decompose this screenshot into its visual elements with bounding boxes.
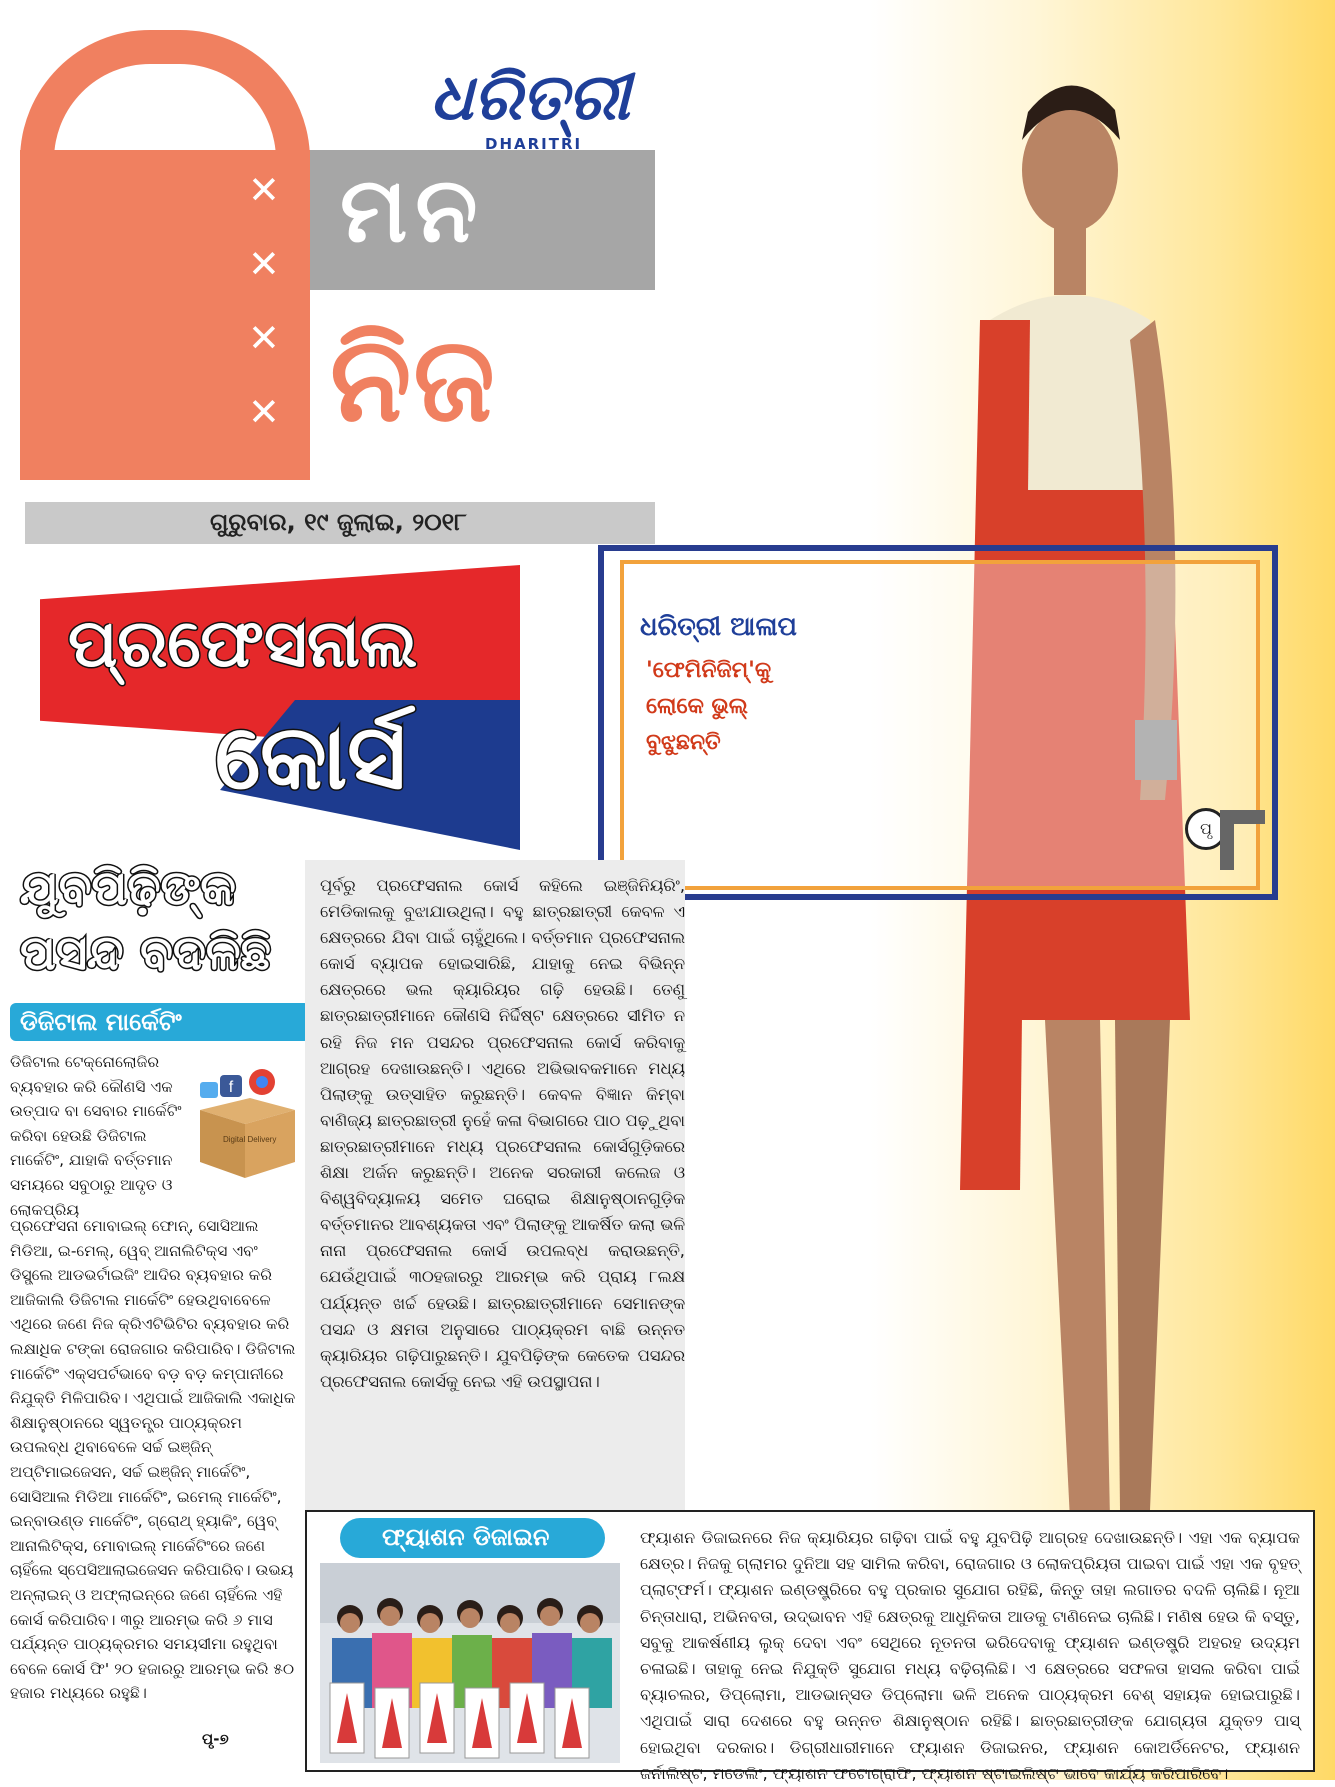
digital-delivery-box-icon: [190, 1060, 305, 1180]
cross-mark-icon: ✕: [248, 168, 280, 212]
cross-mark-icon: ✕: [248, 242, 280, 286]
headline-line-2: କୋର୍ସ: [215, 705, 406, 810]
newspaper-logo: ଧରିତ୍ରୀ: [430, 60, 630, 135]
subheadline-line-2: ପସନ୍ଦ ବଦଳିଛି: [20, 925, 271, 981]
fashion-design-label: ଫ୍ୟାଶନ ଡିଜାଇନ: [382, 1523, 550, 1551]
cross-mark-icon: ✕: [248, 390, 280, 434]
fashion-students-photo: [320, 1563, 620, 1763]
alap-line-2: ଲୋକେ ଭୁଲ୍: [646, 694, 748, 719]
newspaper-logo-english: DHARITRI: [485, 135, 583, 153]
masthead-glyph-block: [130, 150, 310, 480]
issue-date: ଗୁରୁବାର, ୧୯ ଜୁଲାଇ, ୨୦୧୮: [210, 508, 467, 536]
svg-text:f: f: [228, 1079, 234, 1096]
center-article-text: ପୂର୍ବରୁ ପ୍ରଫେସନାଲ କୋର୍ସ କହିଲେ ଇଞ୍ଜିନିୟରିଂ, ମେଡିକାଲକୁ ବୁଝାଯାଉଥିଲା। ବହୁ ଛାତ୍ରଛାତ୍ରୀ କେବଳ ଏ କ୍ଷେତ୍ରରେ ଯିବା ପାଇଁ ଚାହୁଁଥିଲେ। ବର୍ତ୍ତମାନ ପ୍ରଫେସନାଲ କୋର୍ସ ବ୍ୟାପକ ହୋଇସାରିଛି, ଯାହାକୁ ନେଇ ବିଭିନ୍ନ କ୍ଷେତ୍ରରେ ଭଲ କ୍ୟାରିୟର ଗଢ଼ି ହେଉଛି। ତେଣୁ ଛାତ୍ରଛାତ୍ରୀମାନେ କୌଣସି ନିର୍ଦ୍ଦିଷ୍ଟ କ୍ଷେତ୍ରରେ ସୀମିତ ନ ରହି ନିଜ ମନ ପସନ୍ଦର ପ୍ରଫେସନାଲ କୋର୍ସ କରିବାକୁ ଆଗ୍ରହ ଦେଖାଉଛନ୍ତି। ଏଥିରେ ଅଭିଭାବକମାନେ ମଧ୍ୟ ପିଲାଙ୍କୁ ଉତ୍ସାହିତ କରୁଛନ୍ତି। କେବଳ ବିଜ୍ଞାନ କିମ୍ବା ବାଣିଜ୍ୟ ଛାତ୍ରଛାତ୍ରୀ ନୁହେଁ କଳା ବିଭାଗରେ ପାଠ ପଢ଼ୁଥିବା ଛାତ୍ରଛାତ୍ରୀମାନେ ମଧ୍ୟ ପ୍ରଫେସନାଲ କୋର୍ସଗୁଡ଼ିକରେ ଶିକ୍ଷା ଅର୍ଜନ କରୁଛନ୍ତି। ଅନେକ ସରକାରୀ କଲେଜ ଓ ବିଶ୍ୱବିଦ୍ୟାଳୟ ସମେତ ଘରୋଇ ଶିକ୍ଷାନୁଷ୍ଠାନଗୁଡ଼ିକ ବର୍ତ୍ତମାନର ଆବଶ୍ୟକତା ଏବଂ ପିଲାଙ୍କୁ ଆକର୍ଷିତ କଲା ଭଳି ନାନା ପ୍ରଫେସନାଲ କୋର୍ସ ଉପଲବ୍ଧ କରାଉଛନ୍ତି, ଯେଉଁଥିପାଇଁ ୩୦ହଜାରରୁ ଆରମ୍ଭ କରି ପ୍ରାୟ ୮ଲକ୍ଷ ପର୍ଯ୍ୟନ୍ତ ଖର୍ଚ୍ଚ ହେଉଛି। ଛାତ୍ରଛାତ୍ରୀମାନେ ସେମାନଙ୍କ ପସନ୍ଦ ଓ କ୍ଷମତା ଅନୁସାରେ ପାଠ୍ୟକ୍ରମ ବାଛି ଉନ୍ନତ କ୍ୟାରିୟର ଗଢ଼ିପାରୁଛନ୍ତି। ଯୁବପିଢ଼ିଙ୍କ କେତେକ ପସନ୍ଦର ପ୍ରଫେସନାଲ କୋର୍ସକୁ ନେଇ ଏହି ଉପସ୍ଥାପନା।: [320, 876, 685, 1391]
section-title-top: ମନ: [340, 158, 486, 263]
alap-line-3: ବୁଝୁଛନ୍ତି: [646, 730, 721, 755]
section-title-bottom: ନିଜ: [330, 310, 497, 448]
digital-marketing-label: ଡିଜିଟାଲ ମାର୍କେଟିଂ: [20, 1008, 182, 1036]
subheadline-line-1: ଯୁବପିଢ଼ିଙ୍କ: [20, 860, 236, 916]
headline-line-1: ପ୍ରଫେସନାଲ: [68, 605, 418, 682]
alap-page-ref: ପୃ: [1185, 808, 1227, 850]
page-number-deco: [1220, 810, 1265, 870]
continued-page-ref: ପୃ-୭: [202, 1730, 229, 1748]
fashion-design-text: ଫ୍ୟାଶନ ଡିଜାଇନରେ ନିଜ କ୍ୟାରିୟର ଗଢ଼ିବା ପାଇଁ ବହୁ ଯୁବପିଢ଼ି ଆଗ୍ରହ ଦେଖାଉଛନ୍ତି। ଏହା ଏକ ବ୍ୟାପକ କ୍ଷେତ୍ର। ନିଜକୁ ଗ୍ଲାମର ଦୁନିଆ ସହ ସାମିଲ କରିବା, ରୋଜଗାର ଓ ଲୋକପ୍ରିୟତା ପାଇବା ପାଇଁ ଏହା ଏକ ବୃହତ୍ ପ୍ଲାଟ୍‌ଫର୍ମ। ଫ୍ୟାଶନ ଇଣ୍ଡଷ୍ଟ୍ରିରେ ବହୁ ପ୍ରକାର ସୁଯୋଗ ରହିଛି, କିନ୍ତୁ ତାହା ଲଗାତର ବଦଳି ଚାଲିଛି। ନୂଆ ଚିନ୍ତାଧାରା, ଅଭିନବତା, ଉଦ୍ଭାବନ ଏହି କ୍ଷେତ୍ରକୁ ଆଧୁନିକତା ଆଡକୁ ଟାଣିନେଇ ଚାଲିଛି। ମଣିଷ ହେଉ କି ବସ୍ତୁ, ସବୁକୁ ଆକର୍ଷଣୀୟ ଲୁକ୍ ଦେବା ଏବଂ ସେଥିରେ ନୂତନତା ଭରିଦେବାକୁ ଫ୍ୟାଶନ ଇଣ୍ଡଷ୍ଟ୍ରି ଅହରହ ଉଦ୍ୟମ ଚଳାଇଛି। ତାହାକୁ ନେଇ ନିଯୁକ୍ତି ସୁଯୋଗ ମଧ୍ୟ ବଢ଼ିଚାଲିଛି। ଏ କ୍ଷେତ୍ରରେ ସଫଳତା ହାସଲ କରିବା ପାଇଁ ବ୍ୟାଚଲର, ଡିପ୍ଲୋମା, ଆଡଭାନ୍ସଡ ଡିପ୍ଲୋମା ଭଳି ଅନେକ ପାଠ୍ୟକ୍ରମ ବେଶ୍ ସହାୟକ ହୋଇପାରୁଛି। ଏଥିପାଇଁ ସାରା ଦେଶରେ ବହୁ ଉନ୍ନତ ଶିକ୍ଷାନୁଷ୍ଠାନ ରହିଛି। ଛାତ୍ରଛାତ୍ରୀଙ୍କ ଯୋଗ୍ୟତା ଯୁକ୍ତ୨ ପାସ୍ ହୋଇଥିବା ଦରକାର। ଡିଗ୍ରୀଧାରୀମାନେ ଫ୍ୟାଶନ ଡିଜାଇନର, ଫ୍ୟାଶନ କୋଅର୍ଡିନେଟର, ଫ୍ୟାଶନ ଜର୍ନାଲିଷ୍ଟ, ମଡେଲିଂ, ଫ୍ୟାଶନ ଫଟୋଗ୍ରାଫି, ଫ୍ୟାଶନ ଷ୍ଟାଇଲିଷ୍ଟ ଭାବେ କାର୍ଯ୍ୟ କରିପାରିବେ।: [640, 1528, 1300, 1783]
box-caption: Digital Delivery: [223, 1135, 277, 1144]
alap-inner-frame: [620, 560, 1260, 890]
digital-marketing-text-a: ଡିଜିଟାଲ ଟେକ୍ନୋଲୋଜିର ବ୍ୟବହାର କରି କୌଣସି ଏକ ଉତ୍ପାଦ ବା ସେବାର ମାର୍କେଟିଂ କରିବା ହେଉଛି ଡିଜିଟାଲ ମାର୍କେଟିଂ, ଯାହାକି ବର୍ତ୍ତମାନ ସମୟରେ ସବୁଠାରୁ ଆଦୃତ ଓ ଲୋକପ୍ରିୟ: [10, 1053, 182, 1219]
digital-marketing-text-b: ପ୍ରଫେସନା ମୋବାଇଲ୍ ଫୋନ୍, ସୋସିଆଲ ମିଡିଆ, ଇ-ମେଲ୍, ୱେବ୍ ଆନାଲିଟିକ୍ସ ଏବଂ ଡିସ୍ପ୍ଲେ ଆଡଭର୍ଟାଇଜିଂ ଆଦିର ବ୍ୟବହାର କରି ଆଜିକାଲି ଡିଜିଟାଲ ମାର୍କେଟିଂ ହେଉଥିବାବେଳେ ଏଥିରେ ଜଣେ ନିଜ କ୍ରିଏଟିଭିଟିର ବ୍ୟବହାର କରି ଲକ୍ଷାଧିକ ଟଙ୍କା ରୋଜଗାର କରିପାରିବ। ଡିଜିଟାଲ ମାର୍କେଟିଂ ଏକ୍ସପର୍ଟଭାବେ ବଡ଼ ବଡ଼ କମ୍ପାନୀରେ ନିଯୁକ୍ତି ମିଳିପାରିବ। ଏଥିପାଇଁ ଆଜିକାଲି ଏକାଧିକ ଶିକ୍ଷାନୁଷ୍ଠାନରେ ସ୍ୱତନ୍ତ୍ର ପାଠ୍ୟକ୍ରମ ଉପଲବ୍ଧ ଥିବାବେଳେ ସର୍ଚ୍ଚ ଇଞ୍ଜିନ୍ ଅପ୍ଟିମାଇଜେସନ, ସର୍ଚ୍ଚ ଇଞ୍ଜିନ୍ ମାର୍କେଟିଂ, ସୋସିଆଲ ମିଡିଆ ମାର୍କେଟିଂ, ଇମେଲ୍ ମାର୍କେଟିଂ, ଇନ୍‌ବାଉଣ୍ଡ ମାର୍କେଟିଂ, ଗ୍ରୋଥ୍ ହ୍ୟାକିଂ, ୱେବ୍ ଆନାଲିଟିକ୍ସ, ମୋବାଇଲ୍ ମାର୍କେଟିଂରେ ଜଣେ ଚାହିଁଲେ ସ୍ପେସିଆଲାଇଜେସନ କରିପାରିବ। ଉଭୟ ଅନ୍‌ଲାଇନ୍ ଓ ଅଫ୍‌ଲାଇନ୍‌ରେ ଜଣେ ଚାହିଁଲେ ଏହି କୋର୍ସ କରିପାରିବ। ୩ରୁ ଆରମ୍ଭ କରି ୬ ମାସ ପର୍ଯ୍ୟନ୍ତ ପାଠ୍ୟକ୍ରମର ସମୟସୀମା ରହୁଥିବା ବେଳେ କୋର୍ସ ଫି' ୨୦ ହଜାରରୁ ଆରମ୍ଭ କରି ୫୦ ହଜାର ମଧ୍ୟରେ ରହୁଛି।: [10, 1217, 296, 1703]
alap-line-1: 'ଫେମିନିଜିମ୍'କୁ: [646, 658, 772, 683]
masthead-glyph-arc: [20, 30, 310, 160]
alap-title: ଧରିତ୍ରୀ ଆଳାପ: [640, 612, 797, 642]
masthead-glyph-stem: [20, 150, 130, 480]
cross-mark-icon: ✕: [248, 316, 280, 360]
